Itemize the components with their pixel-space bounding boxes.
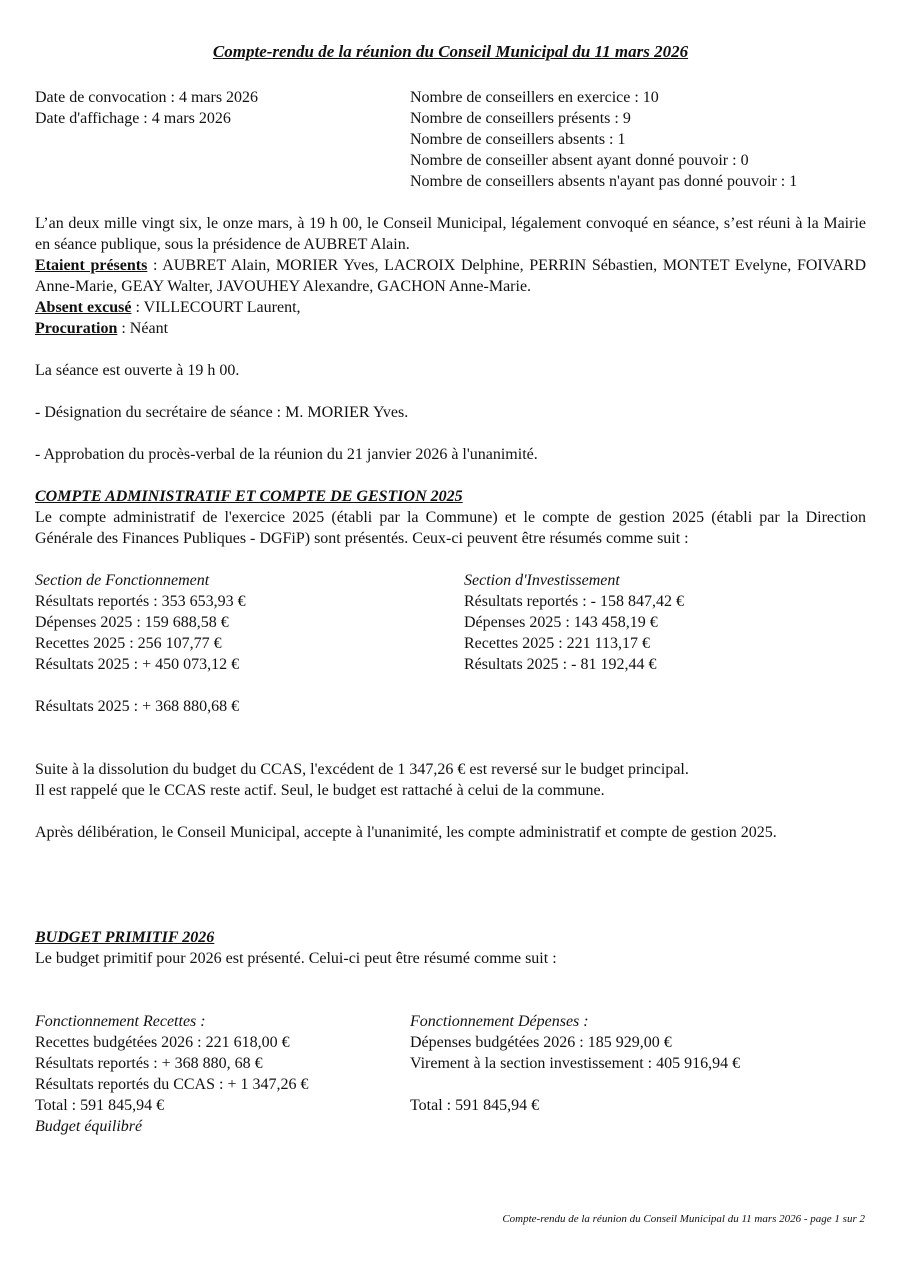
councillor-count-line: Nombre de conseillers en exercice : 10: [410, 89, 659, 106]
bp-expense-line: Dépenses budgétées 2026 : 185 929,00 €: [410, 1034, 672, 1051]
convocation-date: Date de convocation : 4 mars 2026: [35, 89, 259, 106]
approval-line: - Approbation du procès-verbal de la réunion du 21 janvier 2026 à l'unanimité.: [35, 446, 538, 463]
proxy-label: Procuration: [35, 320, 118, 337]
ca-results-table: [35, 570, 866, 675]
proxy-line: [35, 318, 866, 339]
attendees-paragraph: [35, 255, 866, 297]
bp-table: [35, 1011, 866, 1137]
investment-result-line: Résultats 2025 : - 81 192,44 €: [464, 656, 657, 673]
bp-revenue-column: [35, 1011, 410, 1137]
councillor-count-line: Nombre de conseillers absents : 1: [410, 131, 626, 148]
ca-decision: Après délibération, le Conseil Municipal, accepte à l'unanimité, les compte administratif et compte de gestion 2025.: [35, 824, 777, 841]
bp-balanced-note: Budget équilibré: [35, 1118, 143, 1135]
ca-intro: Le compte administratif de l'exercice 2025 (établi par la Commune) et le compte de gestion 2025 (établi par la Direction Générale des Finances Publiques - DGFiP) sont présentés. Ceux-ci peuvent être résumés comme suit :: [35, 509, 866, 547]
councillor-count-line: Nombre de conseillers présents : 9: [410, 110, 631, 127]
operating-section-title: Section de Fonctionnement: [35, 572, 210, 589]
proxy-value: : Néant: [117, 320, 169, 337]
operating-section: [35, 570, 464, 675]
investment-result-line: Recettes 2025 : 221 113,17 €: [464, 635, 651, 652]
attendees-label: Etaient présents: [35, 257, 148, 274]
secretary-line: - Désignation du secrétaire de séance : M. MORIER Yves.: [35, 404, 409, 421]
investment-result-line: Dépenses 2025 : 143 458,19 €: [464, 614, 658, 631]
ca-total-result: Résultats 2025 : + 368 880,68 €: [35, 698, 240, 715]
attendees-list: : AUBRET Alain, MORIER Yves, LACROIX Delphine, PERRIN Sébastien, MONTET Evelyne, FOIVARD Anne-Marie, GEAY Walter, JAVOUHEY Alexandre, GACHON Anne-Marie.: [35, 257, 867, 295]
investment-result-line: Résultats reportés : - 158 847,42 €: [464, 593, 684, 610]
page-footer: Compte-rendu de la réunion du Conseil Municipal du 11 mars 2026 - page 1 sur 2: [502, 1213, 865, 1225]
absent-label: Absent excusé: [35, 299, 132, 316]
section-heading-bp: BUDGET PRIMITIF 2026: [35, 929, 215, 946]
investment-section-title: Section d'Investissement: [464, 572, 620, 589]
operating-result-line: Dépenses 2025 : 159 688,58 €: [35, 614, 229, 631]
absent-value: : VILLECOURT Laurent,: [131, 299, 301, 316]
document-page: [35, 41, 866, 1137]
bp-expense-total: Total : 591 845,94 €: [410, 1097, 540, 1114]
councillor-count-line: Nombre de conseillers absents n'ayant pas donné pouvoir : 1: [410, 173, 798, 190]
bp-expense-line: Virement à la section investissement : 405 916,94 €: [410, 1055, 741, 1072]
ccas-line-1: Suite à la dissolution du budget du CCAS, l'excédent de 1 347,26 € est reversé sur le budget principal.: [35, 761, 689, 778]
bp-revenue-total: Total : 591 845,94 €: [35, 1097, 165, 1114]
investment-section: [464, 570, 866, 675]
header-right: [410, 87, 866, 192]
bp-revenue-line: Résultats reportés du CCAS : + 1 347,26 €: [35, 1076, 309, 1093]
absent-line: [35, 297, 866, 318]
councillor-count-line: Nombre de conseiller absent ayant donné pouvoir : 0: [410, 152, 749, 169]
operating-result-line: Résultats 2025 : + 450 073,12 €: [35, 656, 240, 673]
bp-intro: Le budget primitif pour 2026 est présenté. Celui-ci peut être résumé comme suit :: [35, 950, 557, 967]
bp-revenue-line: Recettes budgétées 2026 : 221 618,00 €: [35, 1034, 290, 1051]
header-left: [35, 87, 410, 192]
posting-date: Date d'affichage : 4 mars 2026: [35, 110, 231, 127]
section-heading-ca: COMPTE ADMINISTRATIF ET COMPTE DE GESTION 2025: [35, 488, 463, 505]
bp-revenue-line: Résultats reportés : + 368 880, 68 €: [35, 1055, 263, 1072]
operating-result-line: Recettes 2025 : 256 107,77 €: [35, 635, 222, 652]
bp-expense-title: Fonctionnement Dépenses :: [410, 1013, 589, 1030]
page-title: Compte-rendu de la réunion du Conseil Municipal du 11 mars 2026: [212, 42, 689, 61]
intro-paragraph: L’an deux mille vingt six, le onze mars, à 19 h 00, le Conseil Municipal, légalement convoqué en séance, s’est réuni à la Mairie en séance publique, sous la présidence de AUBRET Alain.: [35, 215, 866, 253]
bp-expense-column: [410, 1011, 866, 1137]
opening-line: La séance est ouverte à 19 h 00.: [35, 362, 240, 379]
header-block: [35, 87, 866, 192]
operating-result-line: Résultats reportés : 353 653,93 €: [35, 593, 246, 610]
ccas-line-2: Il est rappelé que le CCAS reste actif. Seul, le budget est rattaché à celui de la commune.: [35, 782, 605, 799]
bp-revenue-title: Fonctionnement Recettes :: [35, 1013, 206, 1030]
